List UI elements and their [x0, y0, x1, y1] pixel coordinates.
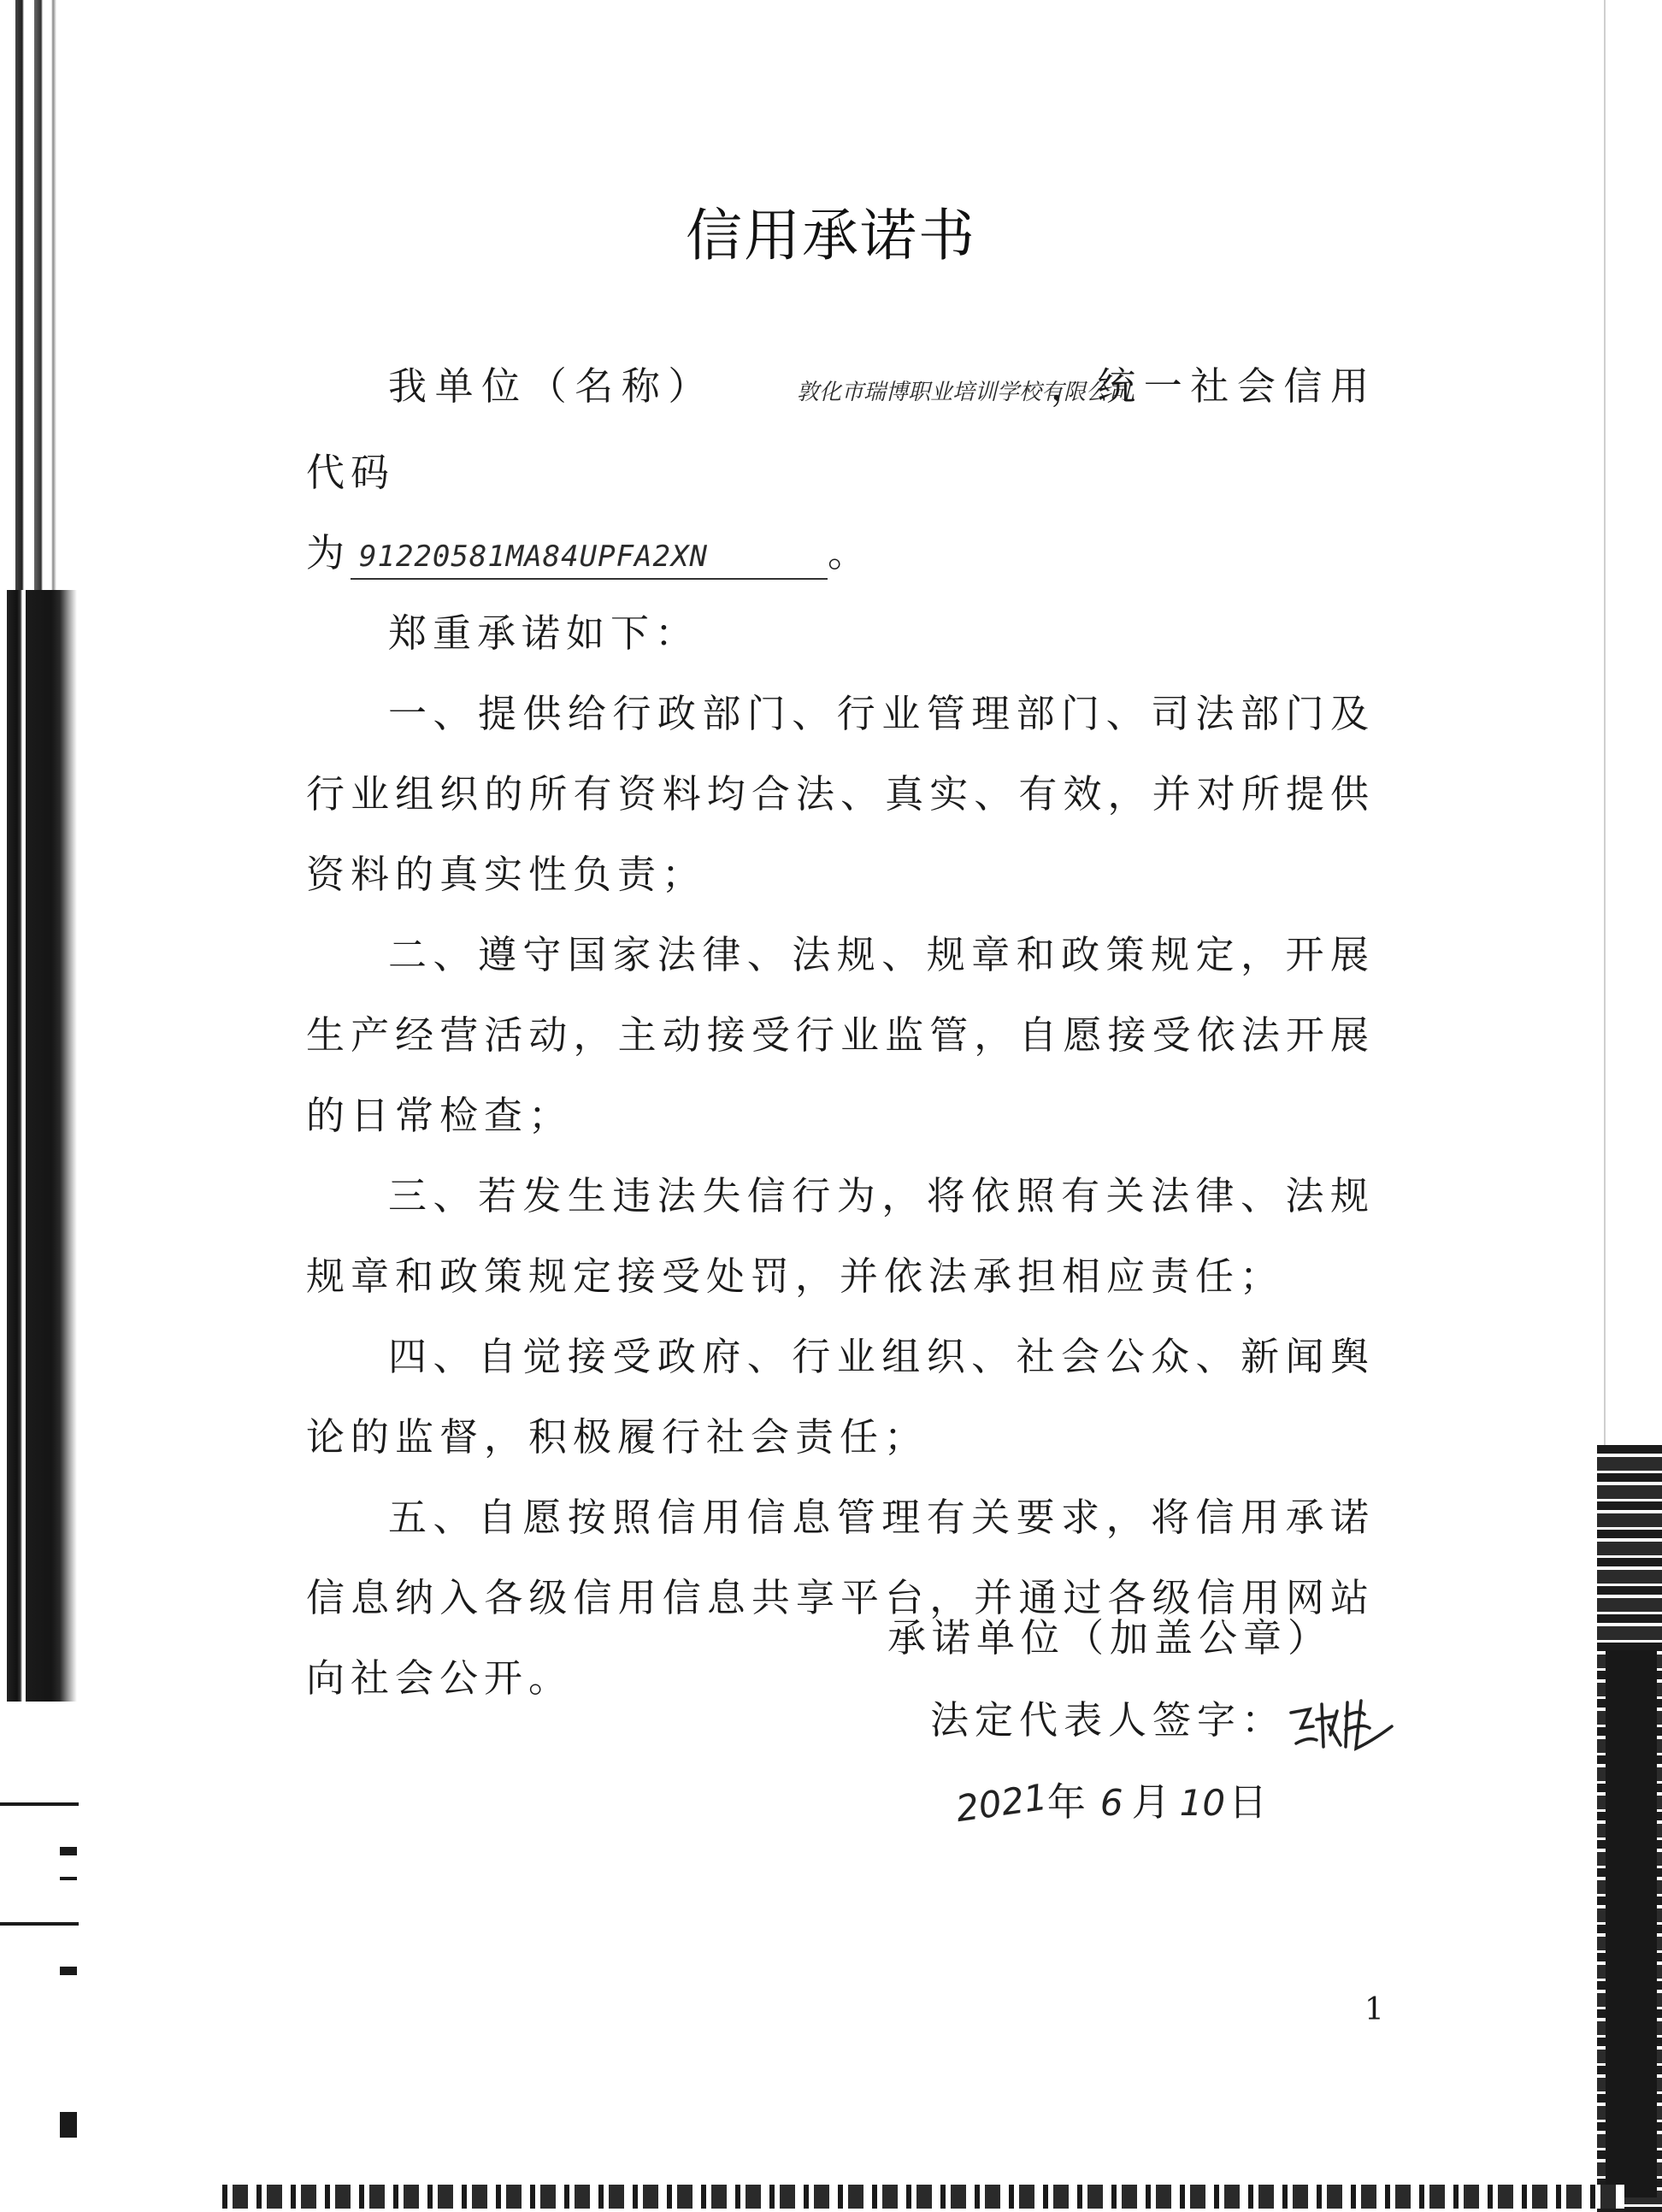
- scan-artifact-left-upper: [0, 0, 79, 590]
- scan-artifact-bottom: [222, 2185, 1624, 2209]
- signature-block: [855, 1597, 1453, 1844]
- pledge-item-2: 二、遵守国家法律、法规、规章和政策规定，开展生产经营活动，主动接受行业监管，自愿接受依法开展的日常检查；: [306, 932, 1375, 1138]
- pledge-intro: 郑重承诺如下：: [388, 611, 700, 656]
- date-month-handwritten: 6: [1099, 1782, 1123, 1824]
- credit-code-handwritten: 91220581MA84UPFA2XN: [351, 535, 828, 580]
- scan-artifact-tick: [0, 1922, 79, 1926]
- company-name-handwritten: 敦化市瑞博职业培训学校有限公司: [797, 380, 1131, 405]
- date-month-label: 月: [1131, 1779, 1176, 1825]
- date-line: [855, 1761, 1453, 1844]
- page-number: 1: [1364, 1992, 1384, 2027]
- date-day-label: 日: [1229, 1779, 1274, 1825]
- scan-artifact-tick: [60, 1967, 77, 1975]
- document-body: [306, 346, 1375, 1719]
- scan-artifact-right-inner: [1606, 1650, 1657, 2197]
- unit-seal-label: 承诺单位（加盖公章）: [887, 1615, 1333, 1660]
- intro-prefix: 我单位（名称）: [388, 363, 715, 409]
- scan-artifact-tick: [60, 1847, 77, 1855]
- credit-code-line: [306, 513, 1375, 593]
- code-prefix: 为: [306, 530, 351, 575]
- code-suffix: 。: [828, 530, 873, 575]
- pledge-item-5: 五、自愿按照信用信息管理有关要求，将信用承诺信息纳入各级信用信息共享平台，并通过各级信用网站向社会公开。: [306, 1495, 1375, 1701]
- document-title: 信用承诺书: [686, 203, 976, 268]
- pledge-item-1: 一、提供给行政部门、行业管理部门、司法部门及行业组织的所有资料均合法、真实、有效，并对所提供资料的真实性负责；: [306, 691, 1375, 897]
- legal-rep-label: 法定代表人签字：: [930, 1697, 1287, 1743]
- pledge-item-3: 三、若发生违法失信行为，将依照有关法律、法规规章和政策规定接受处罚，并依法承担相应责任；: [306, 1173, 1375, 1299]
- scan-artifact-tick: [0, 1802, 79, 1806]
- legal-rep-line: [855, 1679, 1453, 1761]
- date-day-handwritten: 10: [1179, 1782, 1226, 1824]
- legal-rep-signature: [1286, 1694, 1397, 1754]
- date-year-handwritten: 2021: [953, 1775, 1050, 1831]
- scan-artifact-tick: [60, 2112, 77, 2138]
- intro-line: [306, 346, 1375, 513]
- pledge-item-4: 四、自觉接受政府、行业组织、社会公众、新闻舆论的监督，积极履行社会责任；: [306, 1334, 1375, 1460]
- date-year-label: 年: [1046, 1779, 1092, 1825]
- scan-artifact-tick: [60, 1877, 77, 1880]
- intro-middle: ，统一社会信用代码: [306, 363, 1375, 495]
